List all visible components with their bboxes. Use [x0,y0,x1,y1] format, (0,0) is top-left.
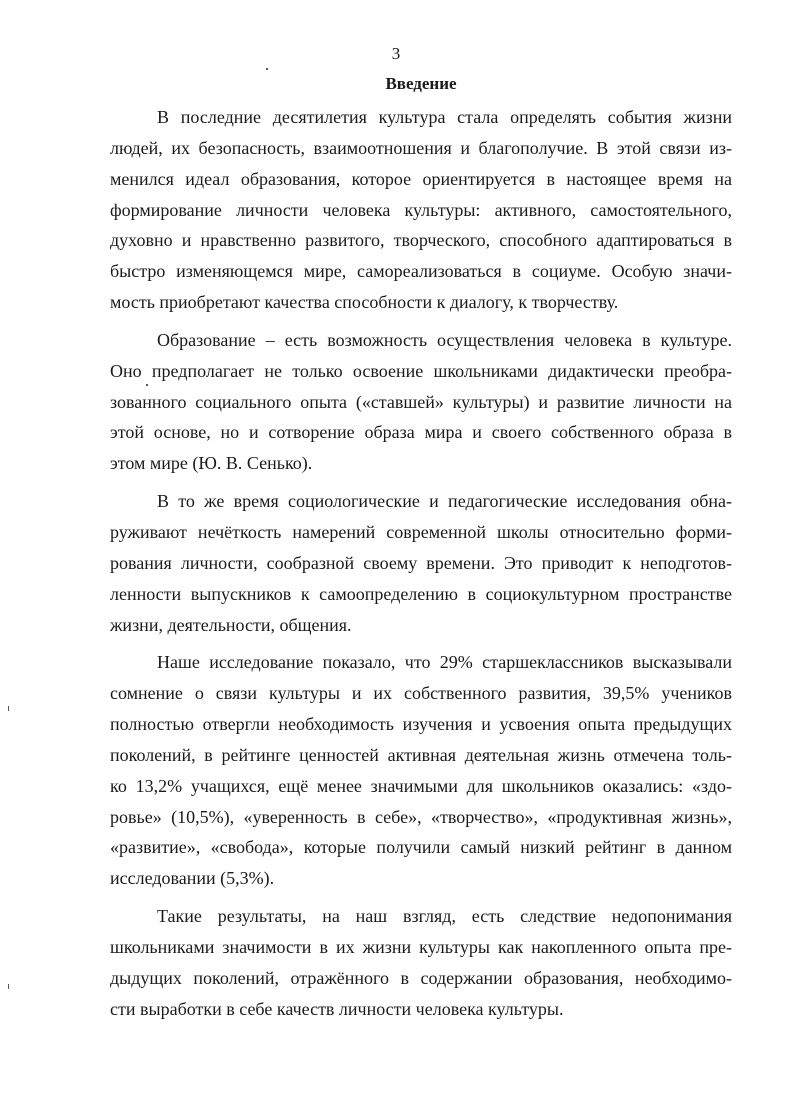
text-line: исследовании (5,3%). [110,868,275,889]
text-line: В последние десятилетия культура стала определять события жизни [157,107,732,127]
text-line: Такие результаты, на наш взгляд, есть следствие недопонимания [157,906,732,927]
text-line: этом мире (Ю. В. Сенько). [110,453,313,474]
text-line: сти выработки в себе качеств личности человека культуры. [110,998,564,1019]
paragraph [110,325,732,479]
text-line: этой основе, но и сотворение образа мира и своего собственного образа в [110,422,732,443]
text-line: ко 13,2% учащихся, ещё менее значимыми для школьников оказались: «здо- [110,775,732,796]
text-line: руживают нечёткость намерений современной школы относительно форми- [110,521,732,542]
text-line: рования личности, сообразной своему времени. Это приводит к неподготов- [110,552,732,573]
text-line: зованного социального опыта («ставшей» культуры) и развитие личности на [110,391,732,412]
text-line: формирование личности человека культуры: активного, самостоятельного, [110,199,732,220]
text-line: Наше исследование показало, что 29% старшеклассников высказывали [157,652,732,673]
paragraph [110,102,732,318]
text-line: полностью отвергли необходимость изучения и усвоения опыта предыдущих [110,714,732,735]
text-line: дыдущих поколений, отражённого в содержании образования, необходимо- [110,967,732,988]
text-line: духовно и нравственно развитого, творческого, способного адаптироваться в [110,230,732,251]
text-line: ровье» (10,5%), «уверенность в себе», «творчество», «продуктивная жизнь», [110,806,732,827]
text-line: мость приобретают качества способности к диалогу, к творчеству. [110,292,619,313]
text-line: «развитие», «свобода», которые получили самый низкий рейтинг в данном [110,837,732,858]
text-line: школьниками значимости в их жизни культуры как накопленного опыта пре- [110,936,732,957]
text-line: сомнение о связи культуры и их собственного развития, 39,5% учеников [110,683,732,704]
text-line: ленности выпускников к самоопределению в социокультурном пространстве [110,583,732,604]
page-number: 3 [391,44,401,63]
scan-speck [8,984,9,989]
text-line: Оно предполагает не только освоение школьниками дидактически преобра- [110,360,732,381]
paragraph [110,901,732,1024]
text-line: В то же время социологические и педагогические исследования обна- [157,491,732,512]
text-line: быстро изменяющемся мире, самореализоваться в социуме. Особую значи- [110,261,732,282]
scan-speck [146,384,148,386]
paragraph [110,647,732,894]
text-line: поколений, в рейтинге ценностей активная деятельная жизнь отмечена толь- [110,744,732,765]
section-title: Введение [385,74,457,93]
paragraph [110,486,732,640]
scan-speck [8,706,9,711]
text-line: жизни, деятельности, общения. [110,614,352,635]
text-line: людей, их безопасность, взаимоотношения и благополучие. В этой связи из- [110,137,732,158]
text-line: Образование – есть возможность осуществления человека в культуре. [157,329,732,350]
scan-speck [266,68,268,70]
text-line: менился идеал образования, которое ориентируется в настоящее время на [110,168,732,189]
document-body [110,102,732,1024]
